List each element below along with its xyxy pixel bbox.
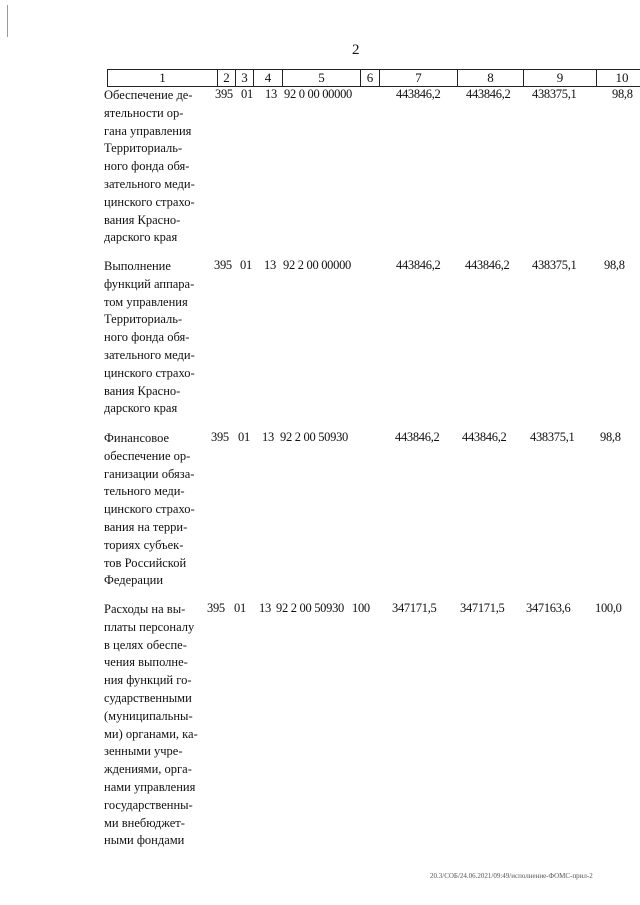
row-1-description — [104, 87, 213, 247]
row-2-subsection: 13 — [264, 258, 276, 272]
row-1-section: 01 — [241, 87, 253, 101]
row-2-line: том управления — [104, 294, 188, 309]
row-3-line: Финансовое — [104, 431, 170, 445]
row-2-admin-code: 395 — [214, 258, 232, 272]
row-2-line: ного фонда обя- — [104, 330, 190, 345]
row-4-description — [104, 601, 213, 850]
row-4-expense-type: 100 — [352, 601, 370, 615]
row-2-line: вания Красно- — [104, 383, 181, 398]
row-4-line: (муниципальны- — [104, 708, 193, 723]
row-3-line: ганизации обяза- — [104, 466, 195, 481]
row-4-target-article: 92 2 00 50930 — [276, 601, 344, 615]
row-3-line: обеспечение ор- — [104, 448, 191, 463]
header-col-8: 8 — [458, 70, 524, 86]
row-3-subsection: 13 — [262, 430, 274, 444]
row-1-line: ятельности ор- — [104, 105, 184, 120]
row-4-line: Расходы на вы- — [104, 602, 186, 616]
row-2-line: Территориаль- — [104, 312, 183, 327]
row-4-line: ми) органами, ка- — [104, 726, 198, 741]
row-3-col-7: 443846,2 — [395, 430, 440, 444]
header-col-5: 5 — [283, 70, 361, 86]
row-3-section: 01 — [238, 430, 250, 444]
row-2-line: Выполнение — [104, 259, 171, 273]
row-3-description — [104, 430, 213, 590]
row-4-admin-code: 395 — [207, 601, 225, 615]
row-3-line: тельного меди- — [104, 484, 185, 499]
header-col-3: 3 — [236, 70, 254, 86]
table-header-row — [107, 69, 640, 87]
row-4-line: ждениями, орга- — [104, 762, 192, 777]
row-3-col-10: 98,8 — [600, 430, 621, 444]
row-4-line: чения выполне- — [104, 655, 188, 670]
scan-edge-mark — [7, 5, 8, 37]
row-1-col-10: 98,8 — [612, 87, 633, 101]
row-4-line: ния функций го- — [104, 673, 192, 688]
row-4-section: 01 — [234, 601, 246, 615]
row-1-line: гана управления — [104, 123, 192, 138]
row-1-line: зательного меди- — [104, 176, 195, 191]
row-1-line: дарского края — [104, 230, 178, 245]
row-1-line: Территориаль- — [104, 141, 183, 156]
row-1-line: цинского страхо- — [104, 194, 195, 209]
header-col-2: 2 — [218, 70, 236, 86]
row-2-line: цинского страхо- — [104, 365, 195, 380]
row-3-admin-code: 395 — [211, 430, 229, 444]
row-3-line: Федерации — [104, 573, 164, 588]
header-col-6: 6 — [361, 70, 380, 86]
row-4-line: ми внебюджет- — [104, 815, 185, 830]
row-1-admin-code: 395 — [215, 87, 233, 101]
row-4-line: ными фондами — [104, 833, 185, 848]
row-4-subsection: 13 — [259, 601, 271, 615]
row-2-col-7: 443846,2 — [396, 258, 441, 272]
page-number: 2 — [352, 42, 360, 58]
row-3-line: ториях субъек- — [104, 537, 184, 552]
row-1-line: вания Красно- — [104, 212, 181, 227]
row-1-col-9: 438375,1 — [532, 87, 577, 101]
row-3-col-8: 443846,2 — [462, 430, 507, 444]
row-2-line: функций аппара- — [104, 276, 195, 291]
row-4-line: государственны- — [104, 797, 193, 812]
row-1-line: Обеспечение де- — [104, 88, 193, 102]
header-col-4: 4 — [254, 70, 283, 86]
row-1-target-article: 92 0 00 00000 — [284, 87, 352, 101]
row-1-col-7: 443846,2 — [396, 87, 441, 101]
row-4-line: платы персоналу — [104, 619, 195, 634]
row-4-col-8: 347171,5 — [460, 601, 505, 615]
row-4-line: зенными учре- — [104, 744, 183, 759]
row-3-line: тов Российской — [104, 555, 187, 570]
row-2-col-8: 443846,2 — [465, 258, 510, 272]
row-4-col-7: 347171,5 — [392, 601, 437, 615]
row-2-line: дарского края — [104, 401, 178, 416]
row-4-col-10: 100,0 — [595, 601, 622, 615]
row-2-target-article: 92 2 00 00000 — [283, 258, 351, 272]
row-4-line: сударственными — [104, 690, 192, 705]
row-1-col-8: 443846,2 — [466, 87, 511, 101]
header-col-10: 10 — [615, 70, 629, 85]
row-2-line: зательного меди- — [104, 347, 195, 362]
row-2-col-9: 438375,1 — [532, 258, 577, 272]
row-1-subsection: 13 — [265, 87, 277, 101]
document-footer: 20.3/СОБ/24.06.2021/09:49/исполнение-ФОМС-прил-2 — [430, 872, 593, 880]
row-3-line: вания на терри- — [104, 519, 188, 534]
header-col-9: 9 — [524, 70, 597, 86]
row-1-line: ного фонда обя- — [104, 159, 190, 174]
row-4-col-9: 347163,6 — [526, 601, 571, 615]
row-2-col-10: 98,8 — [604, 258, 625, 272]
row-2-section: 01 — [240, 258, 252, 272]
row-3-target-article: 92 2 00 50930 — [280, 430, 348, 444]
header-col-1: 1 — [108, 70, 218, 86]
row-3-col-9: 438375,1 — [530, 430, 575, 444]
row-2-description — [104, 258, 213, 418]
row-3-line: цинского страхо- — [104, 502, 195, 517]
header-col-7: 7 — [380, 70, 458, 86]
row-4-line: в целях обеспе- — [104, 637, 187, 652]
row-4-line: нами управления — [104, 779, 196, 794]
